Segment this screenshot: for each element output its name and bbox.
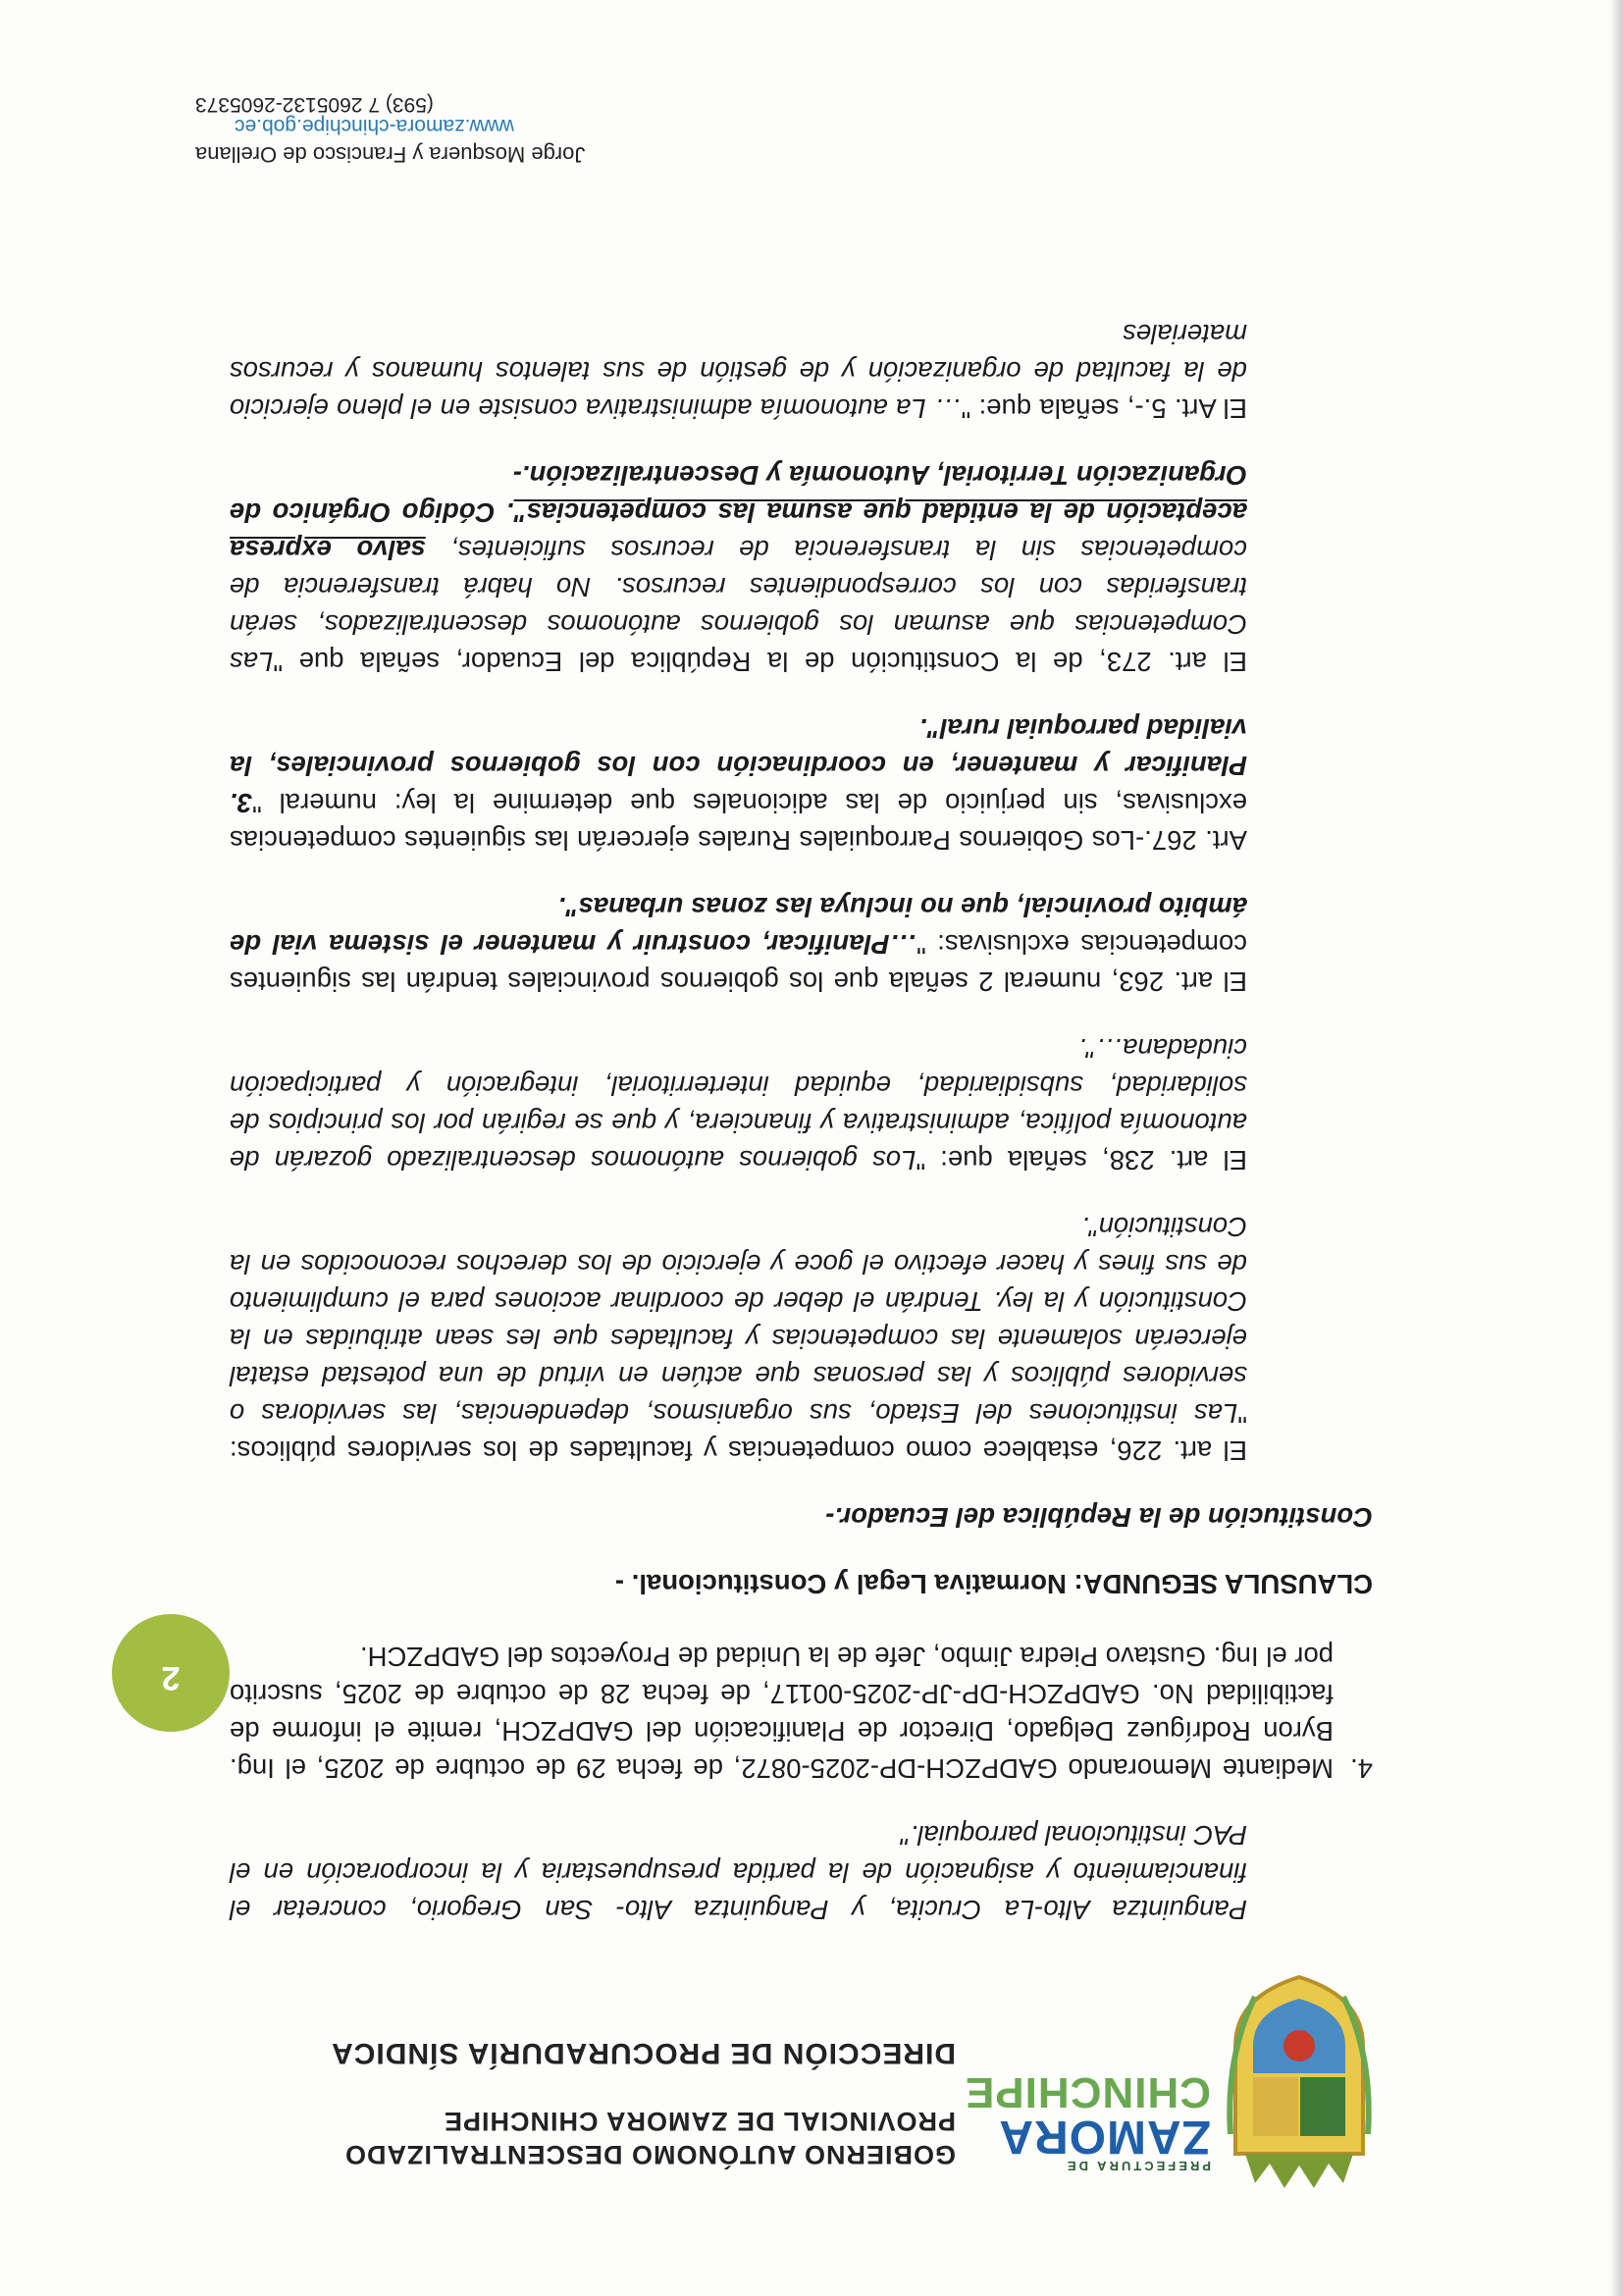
footer-address: Jorge Mosquera y Francisco de Orellana bbox=[195, 142, 586, 167]
footer-website[interactable]: www.zamora-chinchipe.gob.ec bbox=[235, 115, 514, 137]
article-5 bbox=[230, 315, 1373, 427]
org-line-1: GOBIERNO AUTÓNOMO DESCENTRALIZADO bbox=[344, 2140, 956, 2169]
document-body bbox=[230, 315, 1373, 1928]
item-number: 4. bbox=[1350, 1753, 1373, 1784]
brand-line-2: CHINCHIPE bbox=[964, 2068, 1211, 2116]
paragraph-continuation: Panguintza Alto-La Crucita, y Panguintza Alto- San Gregorio, concretar el financiamiento y asignación de la partida presupuestaria y la incorporación en el PAC institucional parroquial." bbox=[230, 1820, 1247, 1925]
art273-intro: El art. 273, de la Constitución de la República del Ecuador, señala que " bbox=[273, 647, 1247, 677]
organization-block bbox=[269, 2036, 956, 2171]
art263-intro: El art. 263, numeral 2 señala que los gobiernos provinciales tendrán las siguientes competencias exclusivas: " bbox=[230, 929, 1247, 997]
scan-edge-shadow bbox=[1609, 0, 1623, 2296]
page-number: 2 bbox=[161, 1659, 181, 1696]
art226-quote: Las instituciones del Estado, sus organismos, dependencias, las servidoras o servidores públicos y las personas que actúen en virtud de una potestad estatal ejercerán solamente las competencias y facultades que les sean atribuidas en la Constitución y la ley. Tendrán el deber de coordinar acciones para el cumplimiento de sus fines y hacer efectivo el goce y ejercicio de los derechos reconocidos en la Constitución". bbox=[230, 1212, 1247, 1429]
article-263 bbox=[230, 888, 1373, 1000]
art267-intro: Art. 267.-Los Gobiernos Parroquiales Rurales ejercerán las siguientes competencias exclusivas, sin perjuicio de las adicionales que determine la ley: numeral " bbox=[230, 788, 1247, 856]
coat-of-arms-icon bbox=[1226, 1972, 1373, 2193]
article-273 bbox=[230, 456, 1373, 680]
department-title: DIRECCIÓN DE PROCURADURÍA SÍNDICA bbox=[331, 2037, 956, 2069]
art263-quote: …Planificar, construir y mantener el sistema vial de ámbito provincial, que no incluya las zonas urbanas". bbox=[230, 892, 1247, 960]
constitucion-title: Constitución de la República del Ecuador.- bbox=[825, 1502, 1373, 1533]
page-footer bbox=[195, 93, 1373, 177]
art226-intro: El art. 226, establece como competencias y facultades de los servidores públicos: " bbox=[230, 1398, 1247, 1466]
org-line-2: PROVINCIAL DE ZAMORA CHINCHIPE bbox=[443, 2107, 956, 2136]
art238-quote: Los gobiernos autónomos descentralizado gozarán de autonomía política, administrativa y financiera, y que se regirán por los principios de solidaridad, subsidiaridad, equidad interterritorial, integración y participación ciudadana…". bbox=[230, 1033, 1247, 1175]
letterhead bbox=[235, 1938, 1373, 2193]
clausula-title: CLAUSULA SEGUNDA: Normativa Legal y Constitucional. - bbox=[614, 1569, 1373, 1599]
brand-line-1: ZAMORA bbox=[998, 2111, 1211, 2163]
item-4-text: Mediante Memorando GADPZCH-DP-2025-0872, de fecha 29 de octubre de 2025, el Ing. Byron Rodríguez Delgado, Director de Planificación del GADPZCH, remite el informe de factibilidad No. GADPZCH-DP-JP-2025-00117, de fecha 28 de octubre de 2025, suscrito por el Ing. Gustavo Piedra Jimbo, Jefe de la Unidad de Proyectos del GADPZCH. bbox=[230, 1642, 1334, 1784]
page-number-badge bbox=[112, 1614, 230, 1732]
article-238 bbox=[230, 1029, 1373, 1178]
numbered-item-4 bbox=[230, 1638, 1373, 1787]
footer-phone: (593) 7 2605132-2605373 bbox=[195, 93, 434, 116]
art5-intro: El Art. 5.-, señala que: " bbox=[961, 393, 1247, 424]
article-267 bbox=[230, 709, 1373, 859]
brand-wordmark bbox=[964, 2068, 1211, 2173]
art273-emphasis: salvo expresa aceptación de la entidad que asuma las competencias" bbox=[230, 497, 1247, 565]
brand-pre: PREFECTURA DE bbox=[1064, 2159, 1211, 2173]
article-226 bbox=[230, 1208, 1373, 1469]
art238-intro: El art. 238, señala que: " bbox=[916, 1145, 1247, 1175]
art5-quote: … La autonomía administrativa consiste en el pleno ejercicio de la facultad de organización y de gestión de sus talentos humanos y recursos materiales bbox=[230, 319, 1247, 424]
art267-quote: 3. Planificar y mantener, en coordinación con los gobiernos provinciales, la vialidad parroquial rural". bbox=[230, 713, 1247, 818]
art273-quote: Las Competencias que asuman los gobiernos autónomos descentralizados, serán transferidas con los correspondientes recursos. No habrá transferencia de competencias sin la transferencia de recursos suficientes, bbox=[230, 535, 1247, 677]
art273-code-title: . Código Orgánico de Organización Territorial, Autonomía y Descentralización.- bbox=[230, 460, 1247, 528]
